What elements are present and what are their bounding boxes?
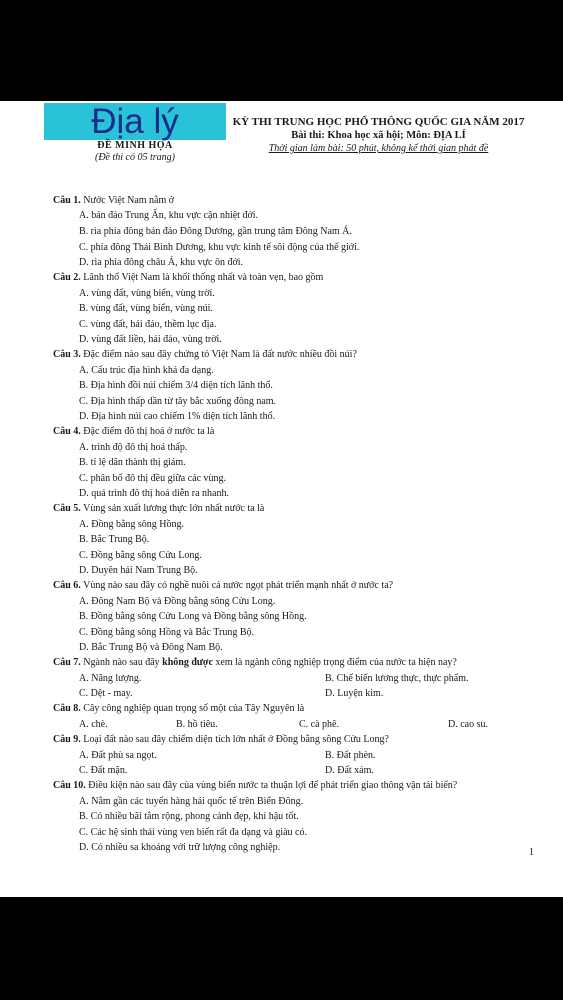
option: C. phía đông Thái Bình Dương, khu vực kinh tế sôi động của thế giới. <box>79 242 360 253</box>
option: C. Đất mặn. <box>79 765 128 776</box>
question-6: Câu 6. Vùng nào sau đây có nghề nuôi cá nước ngọt phát triển mạnh nhất ở nước ta? <box>53 580 394 591</box>
option: C. phân bố đô thị đều giữa các vùng. <box>79 473 227 484</box>
option: A. Nằm gần các tuyến hàng hải quốc tế trên Biển Đông. <box>79 796 304 807</box>
question-5: Câu 5. Vùng sản xuất lương thực lớn nhất nước ta là <box>53 503 265 514</box>
option: B. tỉ lệ dân thành thị giảm. <box>79 457 186 468</box>
option: D. Đất xám. <box>325 765 374 776</box>
exam-page <box>0 101 563 897</box>
option: A. Đồng bằng sông Hồng. <box>79 519 184 530</box>
page-count-note: (Đề thi có 05 trang) <box>95 152 175 163</box>
option: D. Luyện kim. <box>325 688 384 699</box>
option: C. Các hệ sinh thái vùng ven biển rất đa dạng và giàu có. <box>79 827 307 838</box>
option: A. Đất phù sa ngọt. <box>79 750 157 761</box>
option: A. trình độ đô thị hoá thấp. <box>79 442 188 453</box>
question-8: Câu 8. Cây công nghiệp quan trọng số một của Tây Nguyên là <box>53 703 305 714</box>
page-number: 1 <box>529 847 534 858</box>
option: C. Địa hình thấp dần từ tây bắc xuống đông nam. <box>79 396 277 407</box>
option: D. Có nhiều sa khoáng với trữ lượng công nghiệp. <box>79 842 281 853</box>
option: D. vùng đất liền, hải đảo, vùng trời. <box>79 334 222 345</box>
question-3: Câu 3. Đặc điểm nào sau đây chứng tỏ Việt Nam là đất nước nhiều đồi núi? <box>53 349 357 360</box>
option: B. Có nhiều bãi tắm rộng, phong cảnh đẹp, khí hậu tốt. <box>79 811 299 822</box>
option: C. vùng đất, hải đảo, thềm lục địa. <box>79 319 217 330</box>
option: B. hồ tiêu. <box>176 719 218 730</box>
question-10: Câu 10. Điều kiện nào sau đây của vùng biển nước ta thuận lợi để phát triển giao thông vận tải biển? <box>53 780 458 791</box>
option: D. rìa phía đông châu Á, khu vực ôn đới. <box>79 257 244 268</box>
subject-banner: Địa lý <box>44 103 226 140</box>
option: A. Đông Nam Bộ và Đồng bằng sông Cửu Long. <box>79 596 276 607</box>
header-right <box>226 115 531 156</box>
option: B. Bắc Trung Bộ. <box>79 534 150 545</box>
option: C. Dệt - may. <box>79 688 133 699</box>
header-left <box>80 141 190 165</box>
option: B. Đồng bằng sông Cửu Long và Đồng bằng sông Hồng. <box>79 611 307 622</box>
option: C. Đồng bằng sông Hồng và Bắc Trung Bộ. <box>79 627 255 638</box>
option: D. cao su. <box>448 719 488 730</box>
option: B. rìa phía đông bán đảo Đông Dương, gần trung tâm Đông Nam Á. <box>79 226 352 237</box>
option: B. Địa hình đồi núi chiếm 3/4 diện tích lãnh thổ. <box>79 380 273 391</box>
option: D. quá trình đô thị hoá diễn ra nhanh. <box>79 488 229 499</box>
option: A. vùng đất, vùng biển, vùng trời. <box>79 288 215 299</box>
option: A. chè. <box>79 719 108 730</box>
option: A. Cấu trúc địa hình khá đa dạng. <box>79 365 214 376</box>
option-row <box>0 687 563 701</box>
exam-subject: Bài thi: Khoa học xã hội; Môn: ĐỊA LÍ <box>291 130 466 141</box>
option: D. Địa hình núi cao chiếm 1% diện tích lãnh thổ. <box>79 411 276 422</box>
exam-time: Thời gian làm bài: 50 phút, không kể thời gian phát đề <box>268 143 489 154</box>
option: D. Duyên hải Nam Trung Bộ. <box>79 565 198 576</box>
option: A. bán đảo Trung Ấn, khu vực cận nhiệt đới. <box>79 210 259 221</box>
option: D. Bắc Trung Bộ và Đông Nam Bộ. <box>79 642 223 653</box>
question-7: Câu 7. Ngành nào sau đây không được xem là ngành công nghiệp trọng điểm của nước ta hiện nay? <box>53 657 457 668</box>
question-9: Câu 9. Loại đất nào sau đây chiếm diện tích lớn nhất ở Đồng bằng sông Cửu Long? <box>53 734 389 745</box>
option-row <box>0 749 563 763</box>
option: B. Đất phèn. <box>325 750 376 761</box>
option: C. cà phê. <box>299 719 339 730</box>
question-1: Câu 1. Nước Việt Nam nằm ở <box>53 195 175 206</box>
option-row <box>0 764 563 778</box>
question-2: Câu 2. Lãnh thổ Việt Nam là khối thống nhất và toàn vẹn, bao gồm <box>53 272 324 283</box>
option: A. Năng lượng. <box>79 673 142 684</box>
option: B. Chế biến lương thực, thực phẩm. <box>325 673 469 684</box>
option: B. vùng đất, vùng biển, vùng núi. <box>79 303 213 314</box>
exam-title: KỲ THI TRUNG HỌC PHỔ THÔNG QUỐC GIA NĂM 2017 <box>232 116 525 128</box>
option: C. Đồng bằng sông Cửu Long. <box>79 550 202 561</box>
sample-exam-label: ĐỀ MINH HỌA <box>97 140 173 151</box>
option-row <box>0 672 563 686</box>
question-4: Câu 4. Đặc điểm đô thị hoá ở nước ta là <box>53 426 215 437</box>
